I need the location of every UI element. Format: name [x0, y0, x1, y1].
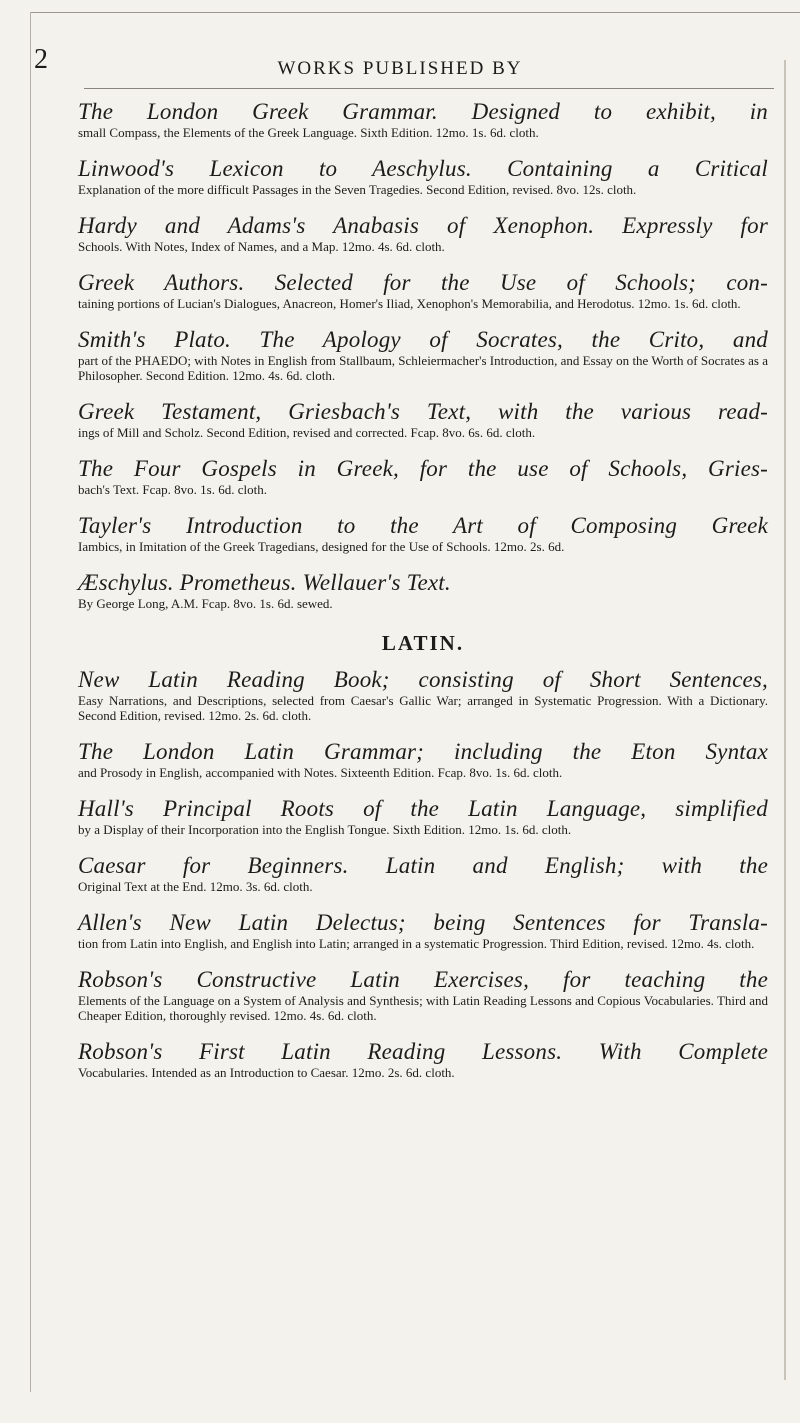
- entry-description: tion from Latin into English, and English into Latin; arranged in a systematic Progression. Third Edition, revised. 12mo. 4s. cloth.: [78, 936, 755, 951]
- entry-title: Caesar for Beginners. Latin and English; with the: [78, 853, 768, 878]
- entry-description: bach's Text. Fcap. 8vo. 1s. 6d. cloth.: [78, 482, 267, 497]
- catalogue-entry: [78, 398, 768, 440]
- header-rule: [84, 88, 774, 89]
- catalogue-entry: [78, 98, 768, 140]
- entry-title: Hardy and Adams's Anabasis of Xenophon. Expressly for: [78, 213, 768, 238]
- catalogue-entry: [78, 909, 768, 951]
- entry-description: taining portions of Lucian's Dialogues, Anacreon, Homer's Iliad, Xenophon's Memorabilia, and Herodotus. 12mo. 1s. 6d. cloth.: [78, 296, 741, 311]
- entry-title: The London Greek Grammar. Designed to exhibit, in: [78, 99, 768, 124]
- entry-description: By George Long, A.M. Fcap. 8vo. 1s. 6d. sewed.: [78, 596, 333, 611]
- entry-description: Iambics, in Imitation of the Greek Tragedians, designed for the Use of Schools. 12mo. 2s. 6d.: [78, 539, 565, 554]
- catalogue-entry: [78, 212, 768, 254]
- entry-description: Original Text at the End. 12mo. 3s. 6d. cloth.: [78, 879, 313, 894]
- entry-title: The London Latin Grammar; including the Eton Syntax: [78, 739, 768, 764]
- catalogue-entry: [78, 326, 768, 383]
- entry-title: Greek Authors. Selected for the Use of Schools; con-: [78, 270, 768, 295]
- entry-description: by a Display of their Incorporation into the English Tongue. Sixth Edition. 12mo. 1s. 6d. cloth.: [78, 822, 572, 837]
- entry-description: small Compass, the Elements of the Greek Language. Sixth Edition. 12mo. 1s. 6d. cloth.: [78, 125, 539, 140]
- entry-title: Allen's New Latin Delectus; being Sentences for Transla-: [78, 910, 768, 935]
- entry-title: Robson's First Latin Reading Lessons. With Complete: [78, 1039, 768, 1064]
- catalogue-entry: [78, 155, 768, 197]
- entry-title: Greek Testament, Griesbach's Text, with the various read-: [78, 399, 768, 424]
- entry-description: and Prosody in English, accompanied with Notes. Sixteenth Edition. Fcap. 8vo. 1s. 6d. cloth.: [78, 765, 563, 780]
- catalogue-entry: [78, 512, 768, 554]
- entry-title: Hall's Principal Roots of the Latin Language, simplified: [78, 796, 768, 821]
- entry-title: The Four Gospels in Greek, for the use of Schools, Gries-: [78, 456, 768, 481]
- section-heading-latin: LATIN.: [381, 631, 465, 655]
- entry-description: Vocabularies. Intended as an Introduction to Caesar. 12mo. 2s. 6d. cloth.: [78, 1065, 455, 1080]
- page-number: 2: [34, 44, 48, 75]
- catalogue-entry: [78, 1038, 768, 1080]
- page-frame-left-rule: [30, 12, 31, 1392]
- entry-description: part of the PHAEDO; with Notes in English from Stallbaum, Schleiermacher's Introduction, and Essay on the Worth of Socrates as a Philosopher. Second Edition. 12mo. 4s. 6d. cloth.: [78, 353, 768, 383]
- catalogue-entry: [78, 455, 768, 497]
- catalogue-entry: [78, 569, 768, 611]
- entry-title: Linwood's Lexicon to Aeschylus. Containing a Critical: [78, 156, 768, 181]
- entry-description: Easy Narrations, and Descriptions, selected from Caesar's Gallic War; arranged in Systematic Progression. With a Dictionary. Second Edition, revised. 12mo. 2s. 6d. cloth.: [78, 693, 768, 723]
- entry-title: New Latin Reading Book; consisting of Short Sentences,: [78, 667, 768, 692]
- catalogue-entry: [78, 666, 768, 723]
- entry-title: Tayler's Introduction to the Art of Composing Greek: [78, 513, 768, 538]
- page-edge-shadow: [784, 60, 786, 1380]
- page-frame-top-rule: [30, 12, 800, 13]
- catalogue-listing: [78, 98, 768, 1095]
- catalogue-entry: [78, 795, 768, 837]
- entry-description: ings of Mill and Scholz. Second Edition, revised and corrected. Fcap. 8vo. 6s. 6d. cloth.: [78, 425, 536, 440]
- entry-description: Elements of the Language on a System of Analysis and Synthesis; with Latin Reading Lessons and Copious Vocabularies. Third and Cheaper Edition, thoroughly revised. 12mo. 4s. 6d. cloth.: [78, 993, 768, 1023]
- catalogue-entry: [78, 738, 768, 780]
- entry-description: Explanation of the more difficult Passages in the Seven Tragedies. Second Edition, revised. 8vo. 12s. cloth.: [78, 182, 637, 197]
- entry-description: Schools. With Notes, Index of Names, and a Map. 12mo. 4s. 6d. cloth.: [78, 239, 445, 254]
- catalogue-entry: [78, 852, 768, 894]
- running-head: WORKS PUBLISHED BY: [277, 58, 523, 79]
- entry-title: Æschylus. Prometheus. Wellauer's Text.: [78, 570, 451, 595]
- entry-title: Robson's Constructive Latin Exercises, for teaching the: [78, 967, 768, 992]
- entry-title: Smith's Plato. The Apology of Socrates, the Crito, and: [78, 327, 768, 352]
- catalogue-entry: [78, 966, 768, 1023]
- catalogue-entry: [78, 269, 768, 311]
